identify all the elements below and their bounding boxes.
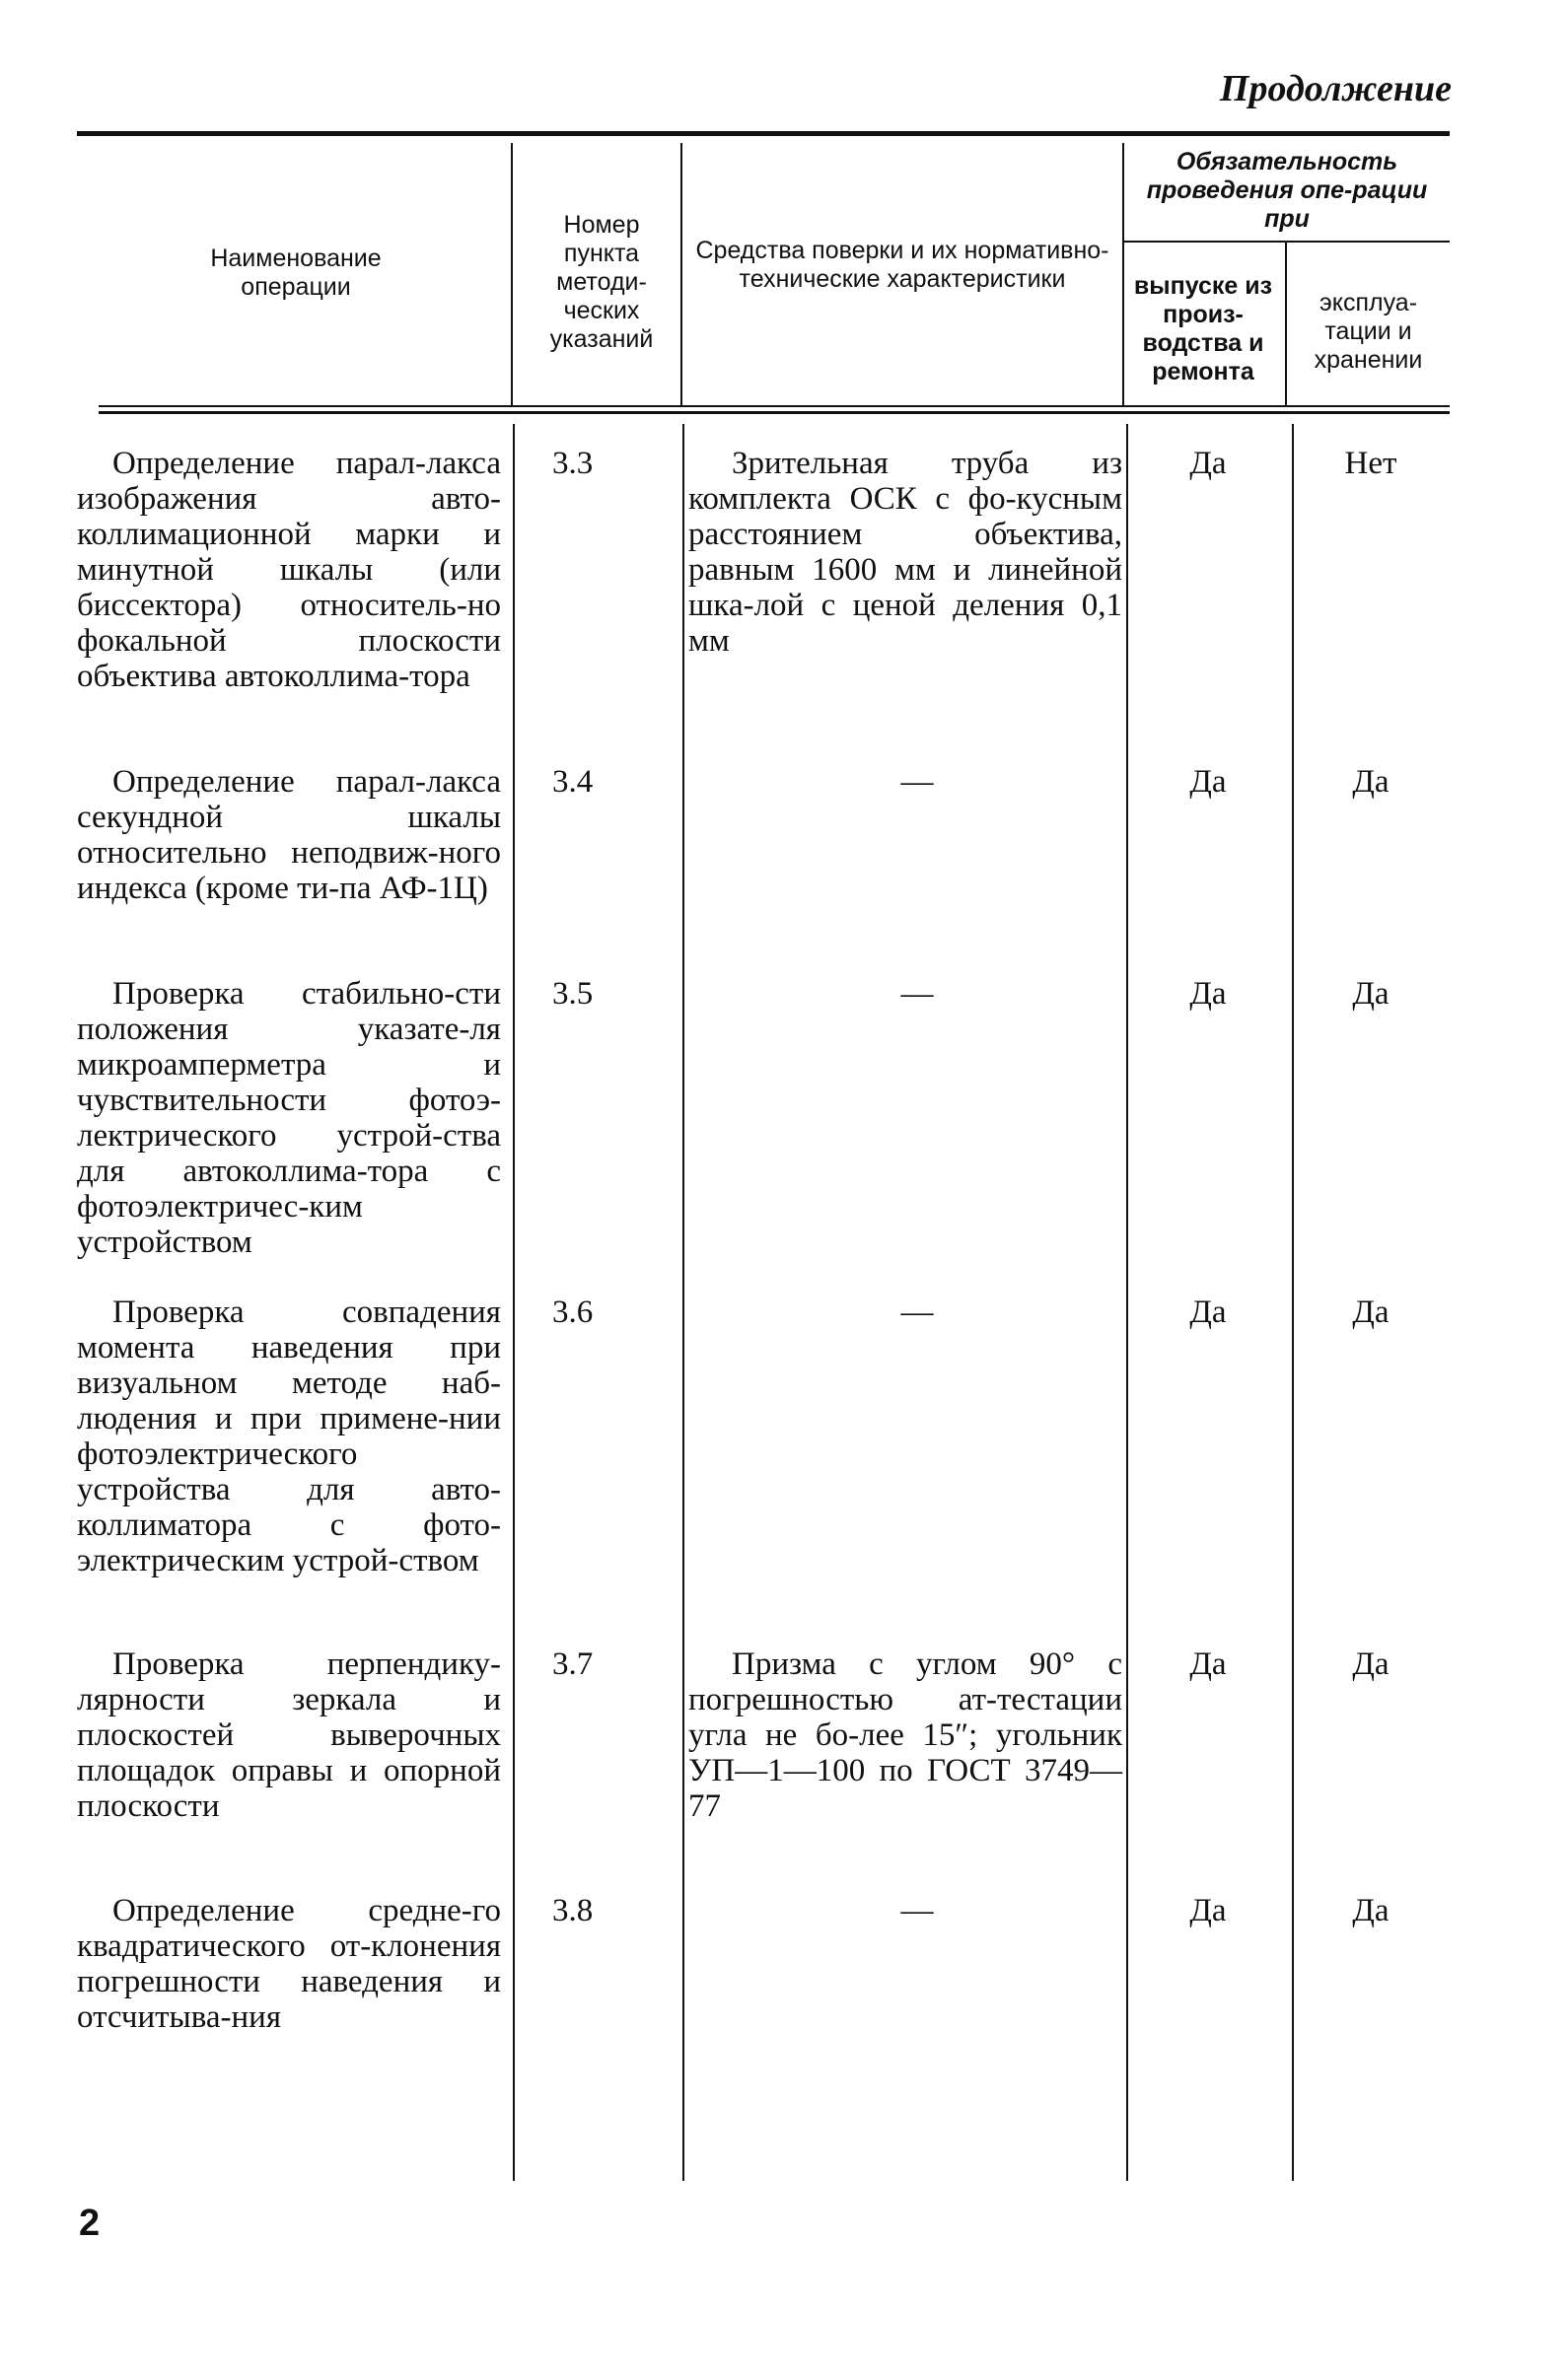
operation-name: Проверка совпадения момента наведения при визуальном методе наб-людения и при примене-нии фотоэлектрического устройства для авто-коллиматора с фото-электрическим устрой-ством [77, 1295, 501, 1578]
header-release: выпуске из произ-водства и ремонта [1133, 272, 1273, 385]
verification-tools: — [900, 764, 934, 800]
obligation-subheader-rule [1124, 241, 1450, 243]
exploitation-value: Да [1352, 976, 1390, 1012]
exploitation-value: Да [1352, 1295, 1390, 1330]
header-name: Наименование операции [210, 245, 382, 301]
item-number: 3.6 [552, 1295, 594, 1330]
header-bottom-rule [99, 405, 1450, 407]
header-exploitation: эксплуа-тации и хранении [1314, 289, 1423, 374]
exploitation-value: Нет [1344, 446, 1397, 481]
column-divider-4-body [1292, 424, 1294, 2181]
operation-name: Проверка стабильно-сти положения указате-ля микроамперметра и чувствительности фотоэ-лектрического устрой-ства для автоколлима-тора с фотоэлектричес-ким устройством [77, 976, 501, 1260]
verification-tools: Призма с углом 90° с погрешностью ат-тестации угла не бо-лее 15″; угольник УП—1—100 по ГОСТ 3749—77 [688, 1646, 1122, 1824]
exploitation-value: Да [1352, 1646, 1390, 1682]
item-number: 3.3 [552, 446, 594, 481]
verification-tools: — [900, 976, 934, 1012]
release-value: Да [1189, 764, 1227, 800]
item-number: 3.5 [552, 976, 594, 1012]
column-divider-2-body [682, 424, 684, 2181]
verification-tools: — [900, 1893, 934, 1928]
release-value: Да [1189, 976, 1227, 1012]
verification-tools: Зрительная труба из комплекта ОСК с фо-кусным расстоянием объектива, равным 1600 мм и линейной шка-лой с ценой деления 0,1 мм [688, 446, 1122, 659]
operation-name: Проверка перпендику-лярности зеркала и плоскостей выверочных площадок оправы и опорной плоскости [77, 1646, 501, 1824]
item-number: 3.7 [552, 1646, 594, 1682]
table-top-rule [77, 131, 1450, 136]
header-tools: Средства поверки и их нормативно-технические характеристики [695, 237, 1109, 293]
exploitation-value: Да [1352, 1893, 1390, 1928]
column-divider-3-body [1126, 424, 1128, 2181]
verification-tools: — [900, 1295, 934, 1330]
page-number: 2 [79, 2203, 101, 2244]
header-bottom-rule-double [99, 411, 1450, 414]
header-number: Номер пункта методи-ческих указаний [549, 211, 654, 353]
operation-name: Определение средне-го квадратического от-клонения погрешности наведения и отсчитыва-ния [77, 1893, 501, 2035]
item-number: 3.8 [552, 1893, 594, 1928]
exploitation-value: Да [1352, 764, 1390, 800]
column-divider-1 [511, 143, 513, 407]
item-number: 3.4 [552, 764, 594, 800]
release-value: Да [1189, 1646, 1227, 1682]
continuation-label: Продолжение [1219, 68, 1452, 109]
release-value: Да [1189, 1893, 1227, 1928]
header-obligation: Обязательность проведения опе-рации при [1146, 148, 1428, 233]
column-divider-2 [680, 143, 682, 407]
release-value: Да [1189, 1295, 1227, 1330]
operation-name: Определение парал-лакса секундной шкалы относительно неподвиж-ного индекса (кроме ти-па АФ-1Ц) [77, 764, 501, 906]
column-divider-1-body [513, 424, 515, 2181]
operation-name: Определение парал-лакса изображения авто-коллимационной марки и минутной шкалы (или биссектора) относитель-но фокальной плоскости объектива автоколлима-тора [77, 446, 501, 694]
release-value: Да [1189, 446, 1227, 481]
